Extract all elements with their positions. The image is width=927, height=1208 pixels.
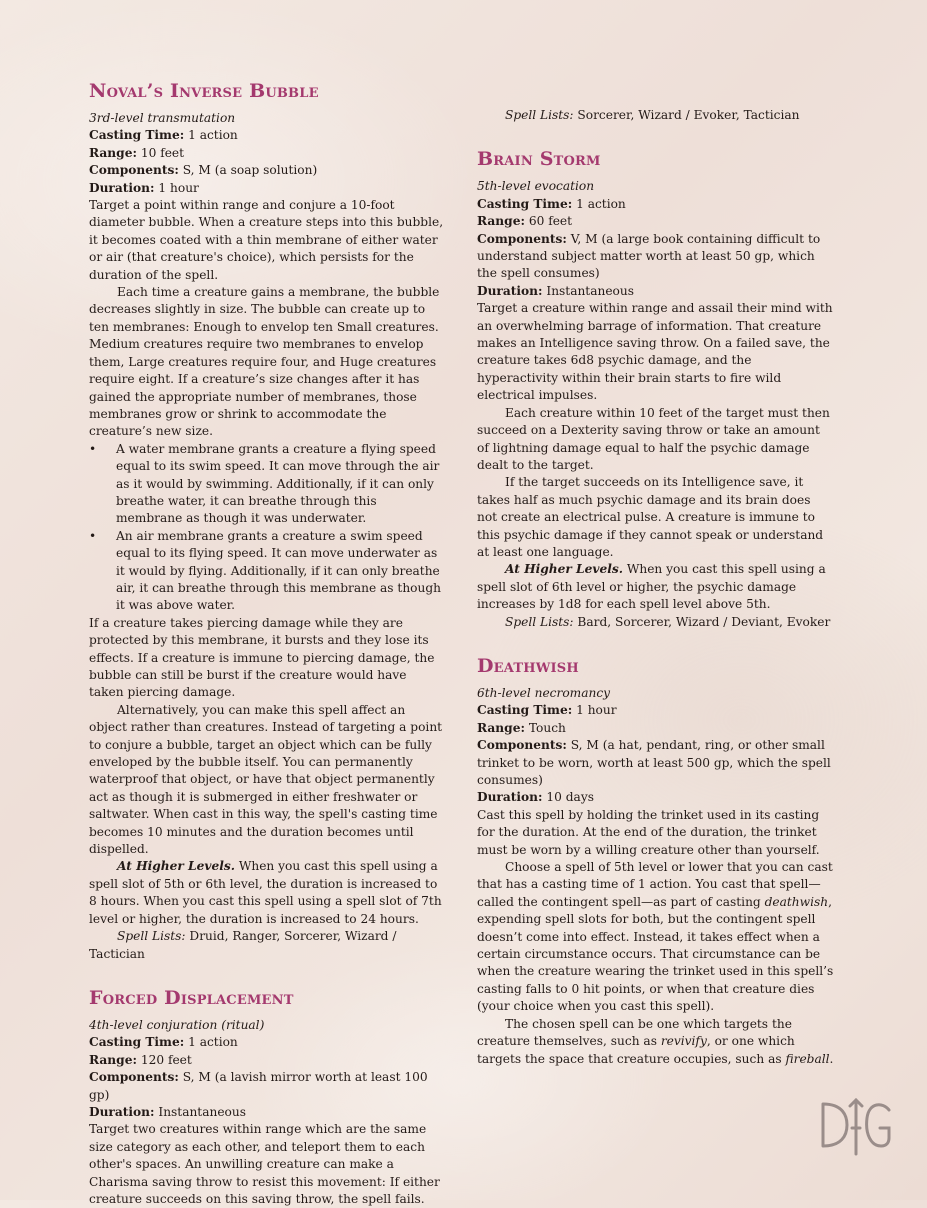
duration-value: 10 days — [542, 790, 594, 805]
spell-paragraph: Each creature within 10 feet of the target must then succeed on a Dexterity saving throw or take an amount of lightning damage equal to half the psychic damage dealt to the target. — [477, 405, 830, 472]
range-value: 60 feet — [524, 214, 573, 229]
components — [477, 737, 834, 789]
spell-title: Brain Storm — [477, 148, 601, 171]
spell-lists — [477, 107, 834, 124]
spell-name-emphasis: revivify — [660, 1034, 707, 1049]
duration — [477, 283, 834, 300]
duration-label: Duration: — [89, 1104, 155, 1119]
casting-time-label: Casting Time: — [477, 703, 573, 718]
spell-lists-value: Bard, Sorcerer, Wizard / Deviant, Evoker — [573, 614, 831, 629]
duration-label: Duration: — [89, 180, 155, 195]
duration-value: Instantaneous — [542, 283, 634, 298]
components-value: V, M (a large book containing difficult to understand subject matter worth at least 50 gp, which the spell consumes) — [477, 231, 821, 281]
section-gap — [89, 963, 444, 985]
components-value: S, M (a soap solution) — [178, 163, 318, 178]
duration — [89, 180, 444, 197]
range-value: 120 feet — [136, 1052, 192, 1067]
spell-paragraph — [477, 859, 834, 1016]
section-gap — [477, 631, 834, 653]
casting-time-value: 1 action — [184, 1035, 238, 1050]
casting-time — [477, 702, 834, 719]
components-label: Components: — [89, 163, 179, 178]
components-label: Components: — [89, 1070, 179, 1085]
components — [89, 1069, 444, 1104]
range — [477, 213, 834, 230]
spell-paragraph: Each time a creature gains a membrane, the bubble decreases slightly in size. The bubble can create up to ten membranes: Enough to envelop ten Small creatures. Medium creatures require two membranes to envelop them, Large creatures require four, and Huge creatures require eight. If a creature’s size changes after it has gained the appropriate number of membranes, those membranes grow or shrink to accommodate the creature’s new size. — [89, 285, 440, 439]
range-label: Range: — [477, 214, 525, 229]
text-run: , or one which targets the space that creature occupies, such as — [477, 1034, 795, 1066]
text-run: The chosen spell can be one which targets the creature themselves, such as — [477, 1016, 792, 1049]
components-label: Components: — [477, 738, 567, 753]
spell-paragraph: Target two creatures within range which are the same size category as each other, and teleport them to each other's spaces. An unwilling creature can make a Charisma saving throw to resist this movement: If either creature succeeds on this saving throw, the spell fails. — [89, 1122, 440, 1206]
text-run: , expending spell slots for both, but the contingent spell doesn’t come into effect. Instead, it takes effect when a certain circumstance occurs. That circumstance can be when the creature wearing the trinket used in this spell’s casting falls to 0 hit points, or when that creature dies (your choice when you cast this spell). — [477, 894, 834, 1014]
range-value: 10 feet — [136, 145, 185, 160]
range-label: Range: — [477, 720, 525, 735]
spell-lists-value: Sorcerer, Wizard / Evoker, Tactician — [573, 108, 800, 122]
spell-brain-storm — [477, 146, 834, 631]
spell-paragraph: Target a creature within range and assail their mind with an overwhelming barrage of information. That creature makes an Intelligence saving throw. On a failed save, the creature takes 6d8 psychic damage, and the hyperactivity within their brain starts to fire wild electrical impulses. — [477, 301, 833, 403]
range — [477, 720, 834, 737]
membrane-list — [89, 441, 444, 615]
dig-logo-icon — [817, 1098, 895, 1156]
spell-novals-inverse-bubble — [89, 78, 444, 963]
spell-paragraph: If a creature takes piercing damage while they are protected by this membrane, it bursts and they lose its effects. If a creature is immune to piercing damage, the bubble can still be burst if the creature would have taken piercing damage. — [89, 615, 435, 700]
casting-time-value: 1 action — [184, 128, 238, 143]
spell-subtitle: 4th-level conjuration (ritual) — [89, 1017, 265, 1032]
casting-time — [477, 196, 834, 213]
spell-lists-value: Druid, Ranger, Sorcerer, Wizard / Tactician — [89, 929, 397, 961]
casting-time-label: Casting Time: — [89, 1035, 185, 1050]
duration-label: Duration: — [477, 790, 543, 805]
components — [477, 231, 834, 283]
components-value: S, M (a hat, pendant, ring, or other small trinket to be worn, worth at least 500 gp, which the spell consumes) — [477, 738, 831, 787]
range-label: Range: — [89, 1052, 137, 1067]
spell-paragraph — [477, 1016, 834, 1068]
range-value: Touch — [524, 720, 566, 735]
at-higher-levels-label: At Higher Levels. — [505, 562, 623, 577]
duration — [477, 789, 834, 806]
at-higher-levels — [89, 858, 444, 928]
duration-label: Duration: — [477, 283, 543, 298]
casting-time — [89, 127, 444, 144]
spell-title: Deathwish — [477, 654, 579, 677]
spell-subtitle: 3rd-level transmutation — [89, 111, 236, 125]
casting-time-label: Casting Time: — [477, 196, 573, 211]
at-higher-levels-label: At Higher Levels. — [117, 859, 235, 874]
spell-title: Forced Displacement — [89, 986, 294, 1009]
spell-title: Noval’s Inverse Bubble — [89, 80, 319, 102]
spell-lists — [89, 928, 444, 963]
spell-lists — [477, 614, 834, 631]
spell-paragraph: Target a point within range and conjure a 10-foot diameter bubble. When a creature steps into this bubble, it becomes coated with a thin membrane of either water or air (that creature's choice), which persists for the duration of the spell. — [89, 198, 444, 282]
casting-time-label: Casting Time: — [89, 128, 185, 143]
at-higher-levels-text: When you cast this spell using a spell slot of 5th or 6th level, the duration is increased to 8 hours. When you cast this spell using a spell slot of 7th level or higher, the duration is increased to 24 hours. — [89, 859, 442, 926]
duration-value: 1 hour — [154, 180, 199, 195]
duration-value: Instantaneous — [154, 1104, 246, 1119]
text-run: Choose a spell of 5th level or lower that you can cast that has a casting time of 1 action. You cast that spell—called the contingent spell—as part of casting — [477, 860, 833, 909]
list-item: • An air membrane grants a creature a swim speed equal to its flying speed. It can move underwater as it would by flying. Additionally, if it can only breathe air, it can breathe through this membrane as though it was above water. — [89, 528, 444, 615]
text-run: . — [829, 1051, 834, 1066]
right-column — [477, 90, 834, 1068]
components-label: Components: — [477, 231, 567, 246]
components — [89, 162, 444, 179]
left-column — [89, 78, 444, 1208]
spell-name-emphasis: deathwish — [764, 894, 829, 909]
spell-forced-displacement — [89, 985, 444, 1208]
list-item: • A water membrane grants a creature a flying speed equal to its swim speed. It can move through the air as it would by swimming. Additionally, if it can only breathe water, it can breathe through this membrane as though it was underwater. — [89, 441, 444, 528]
spell-paragraph: Cast this spell by holding the trinket used in its casting for the duration. At the end of the duration, the trinket must be worn by a willing creature other than yourself. — [477, 807, 820, 857]
range — [89, 1052, 444, 1069]
spell-name-emphasis: fireball — [785, 1051, 830, 1066]
components-value: S, M (a lavish mirror worth at least 100 gp) — [89, 1070, 428, 1102]
section-gap — [477, 124, 834, 146]
duration — [89, 1104, 444, 1121]
spell-subtitle: 6th-level necromancy — [477, 685, 611, 700]
spell-paragraph: Alternatively, you can make this spell affect an object rather than creatures. Instead of targeting a point to conjure a bubble, target an object which can be fully enveloped by the bubble itself. You can permanently waterproof that object, or have that object permanently act as though it is submerged in either freshwater or saltwater. When cast in this way, the spell's casting time becomes 10 minutes and the duration becomes until dispelled. — [89, 702, 443, 857]
spell-lists-label: Spell Lists: — [117, 929, 186, 944]
range — [89, 145, 444, 162]
spell-paragraph: If the target succeeds on its Intelligence save, it takes half as much psychic damage and its brain does not create an electrical pulse. A creature is immune to this psychic damage if they cannot speak or understand at least one language. — [477, 475, 824, 559]
spell-lists-label: Spell Lists: — [505, 108, 574, 122]
range-label: Range: — [89, 145, 137, 160]
spell-lists-label: Spell Lists: — [505, 614, 574, 629]
casting-time-value: 1 hour — [572, 703, 617, 718]
at-higher-levels-text: When you cast this spell using a spell slot of 6th level or higher, the psychic damage increases by 1d8 for each spell level above 5th. — [477, 562, 826, 612]
at-higher-levels — [477, 561, 834, 613]
casting-time-value: 1 action — [572, 196, 626, 211]
spell-subtitle: 5th-level evocation — [477, 179, 595, 194]
spell-deathwish — [477, 653, 834, 1068]
casting-time — [89, 1034, 444, 1051]
